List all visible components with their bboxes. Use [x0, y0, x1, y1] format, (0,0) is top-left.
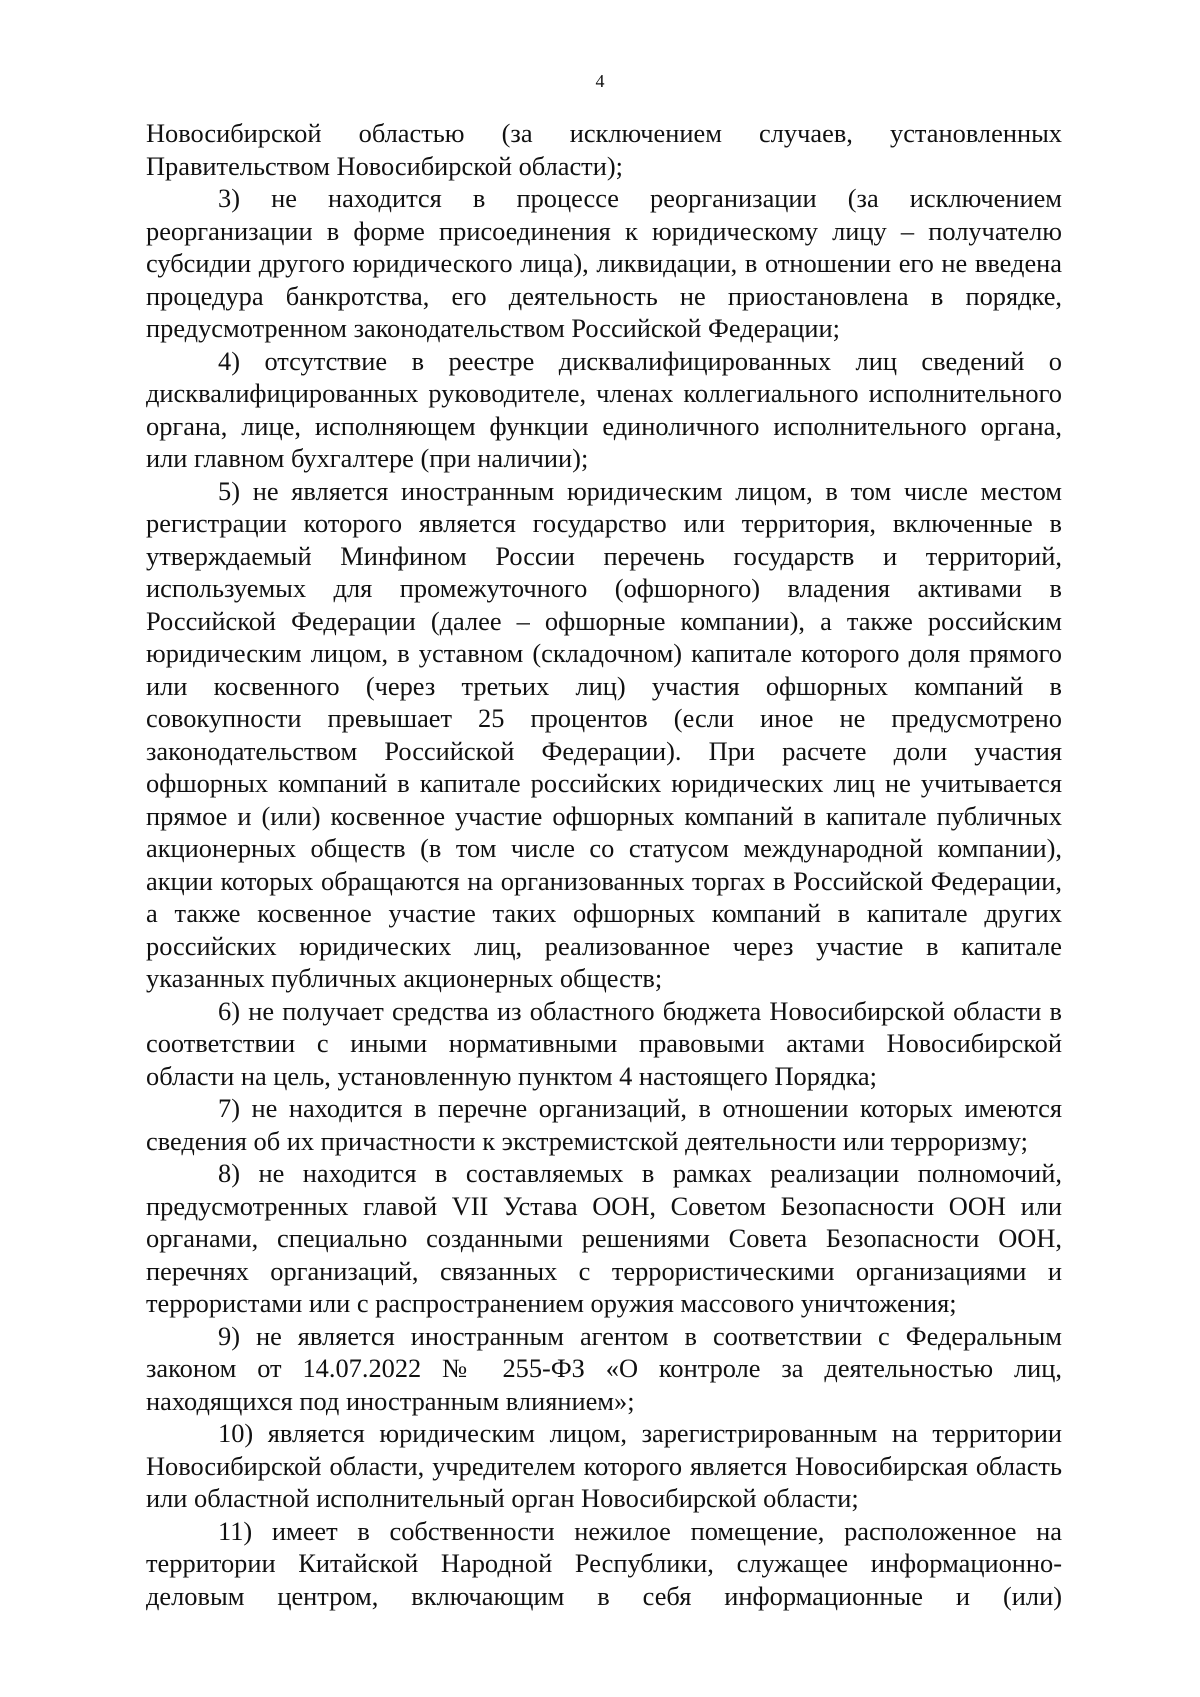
- paragraph-item-4: 4) отсутствие в реестре дисквалифицированных лиц сведений о дисквалифицированных руководителе, членах коллегиального исполнительного органа, лице, исполняющем функции единоличного исполнительного органа, или главном бухгалтере (при наличии);: [146, 345, 1062, 473]
- paragraph-item-11: 11) имеет в собственности нежилое помещение, расположенное на территории Китайской Народной Республики, служащее информационно-деловым центром, включающим в себя информационные и (или): [146, 1515, 1062, 1611]
- document-body: [146, 117, 1062, 1612]
- paragraph-item-6: 6) не получает средства из областного бюджета Новосибирской области в соответствии с иными нормативными правовыми актами Новосибирской области на цель, установленную пунктом 4 настоящего Порядка;: [146, 995, 1062, 1091]
- paragraph-item-7: 7) не находится в перечне организаций, в отношении которых имеются сведения об их причастности к экстремистской деятельности или терроризму;: [146, 1093, 1062, 1156]
- paragraph-continuation: Новосибирской областью (за исключением случаев, установленных Правительством Новосибирской области);: [146, 118, 1062, 181]
- paragraph-item-9: 9) не является иностранным агентом в соответствии с Федеральным законом от 14.07.2022 № 255-ФЗ «О контроле за деятельностью лиц, находящихся под иностранным влиянием»;: [146, 1320, 1062, 1416]
- paragraph-item-10: 10) является юридическим лицом, зарегистрированным на территории Новосибирской области, учредителем которого является Новосибирская область или областной исполнительный орган Новосибирской области;: [146, 1418, 1062, 1513]
- page-number: 4: [595, 71, 605, 91]
- paragraph-item-3: 3) не находится в процессе реорганизации (за исключением реорганизации в форме присоединения к юридическому лицу – получателю субсидии другого юридического лица), ликвидации, в отношении его не введена процедура банкротства, его деятельность не приостановлена в порядке, предусмотренном законодательством Российской Федерации;: [146, 183, 1062, 343]
- paragraph-item-5: 5) не является иностранным юридическим лицом, в том числе местом регистрации которого является государство или территория, включенные в утверждаемый Минфином России перечень государств и территорий, используемых для промежуточного (офшорного) владения активами в Российской Федерации (далее – офшорные компании), а также российским юридическим лицом, в уставном (складочном) капитале которого доля прямого или косвенного (через третьих лиц) участия офшорных компаний в совокупности превышает 25 процентов (если иное не предусмотрено законодательством Российской Федерации). При расчете доли участия офшорных компаний в капитале российских юридических лиц не учитывается прямое и (или) косвенное участие офшорных компаний в капитале публичных акционерных обществ (в том числе со статусом международной компании), акции которых обращаются на организованных торгах в Российской Федерации, а также косвенное участие таких офшорных компаний в капитале других российских юридических лиц, реализованное через участие в капитале указанных публичных акционерных обществ;: [146, 475, 1062, 993]
- paragraph-item-8: 8) не находится в составляемых в рамках реализации полномочий, предусмотренных главой VII Устава ООН, Советом Безопасности ООН или органами, специально созданными решениями Совета Безопасности ООН, перечнях организаций, связанных с террористическими организациями и террористами или с распространением оружия массового уничтожения;: [146, 1158, 1062, 1318]
